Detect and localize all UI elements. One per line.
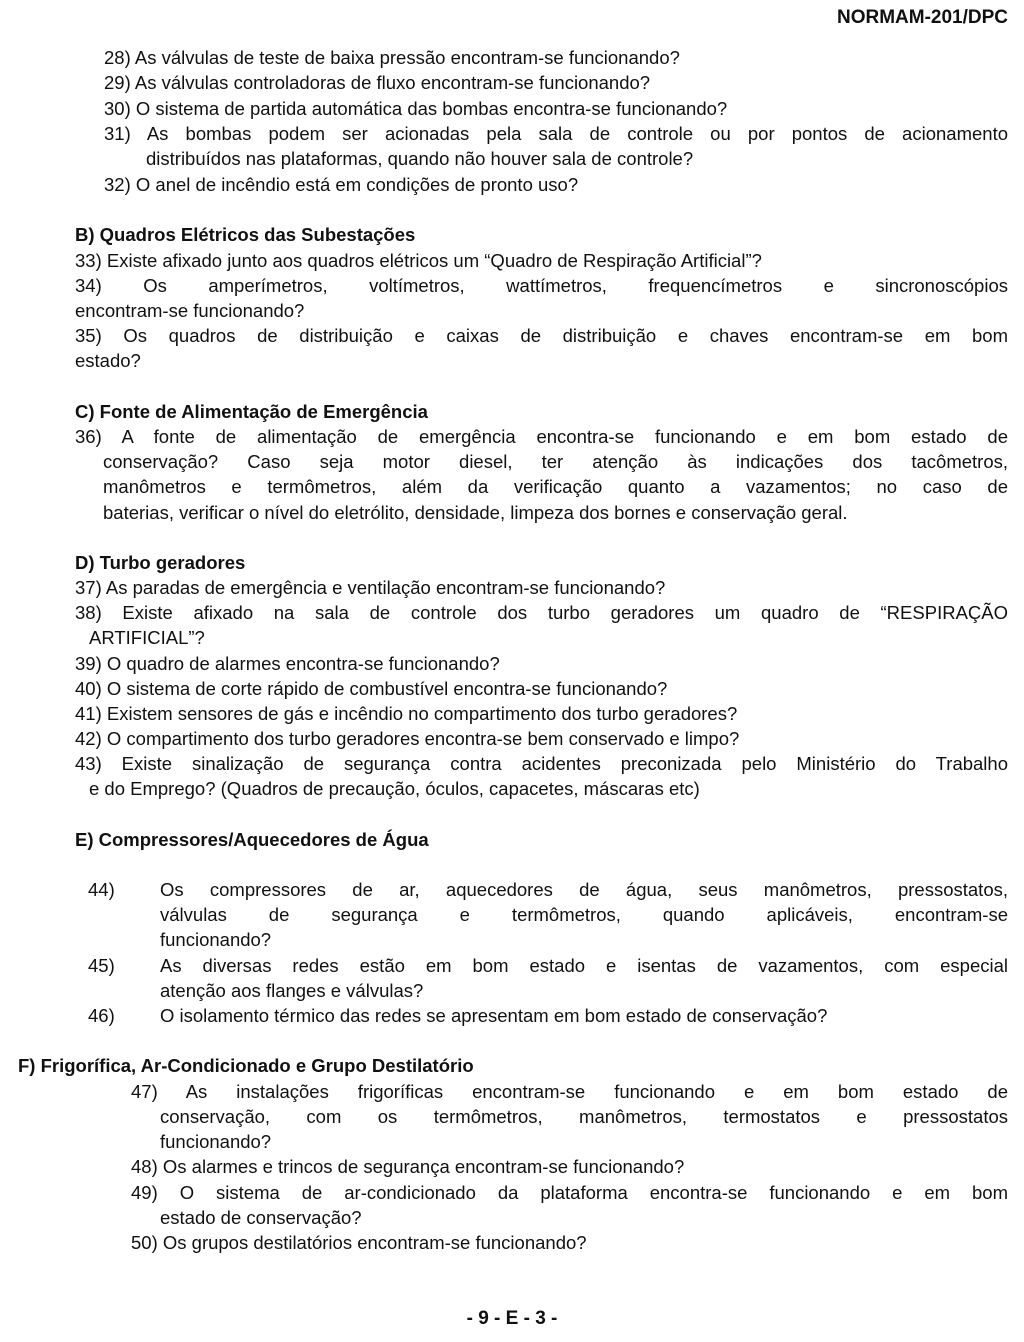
item-45-number: 45) bbox=[88, 955, 115, 976]
item-36-cont-2: manômetros e termômetros, além da verificação quanto a vazamentos; no caso de bbox=[103, 476, 1008, 497]
item-34: 34) Os amperímetros, voltímetros, wattímetros, frequencímetros e sincronoscópios bbox=[75, 275, 1008, 296]
item-50: 50) Os grupos destilatórios encontram-se funcionando? bbox=[131, 1232, 587, 1253]
item-35-cont: estado? bbox=[75, 350, 141, 371]
item-28: 28) As válvulas de teste de baixa pressão encontram-se funcionando? bbox=[104, 47, 680, 68]
item-44: Os compressores de ar, aquecedores de água, seus manômetros, pressostatos, bbox=[160, 879, 1008, 900]
item-29: 29) As válvulas controladoras de fluxo encontram-se funcionando? bbox=[104, 72, 651, 93]
item-45-cont: atenção aos flanges e válvulas? bbox=[160, 980, 424, 1001]
item-34-cont: encontram-se funcionando? bbox=[75, 300, 305, 321]
section-heading-c: C) Fonte de Alimentação de Emergência bbox=[75, 401, 428, 422]
item-32: 32) O anel de incêndio está em condições de pronto uso? bbox=[104, 174, 579, 195]
section-heading-e: E) Compressores/Aquecedores de Água bbox=[75, 829, 429, 850]
item-47-cont-1: conservação, com os termômetros, manômetros, termostatos e pressostatos bbox=[160, 1106, 1008, 1127]
item-47-cont-2: funcionando? bbox=[160, 1131, 272, 1152]
item-45: As diversas redes estão em bom estado e isentas de vazamentos, com especial bbox=[160, 955, 1008, 976]
document-code: NORMAM-201/DPC bbox=[836, 7, 1008, 28]
item-31-cont: distribuídos nas plataformas, quando não houver sala de controle? bbox=[146, 148, 694, 169]
item-49-cont: estado de conservação? bbox=[160, 1207, 362, 1228]
item-38-cont: ARTIFICIAL”? bbox=[89, 627, 205, 648]
item-36-cont-1: conservação? Caso seja motor diesel, ter atenção às indicações dos tacômetros, bbox=[103, 451, 1008, 472]
item-37: 37) As paradas de emergência e ventilação encontram-se funcionando? bbox=[75, 577, 666, 598]
item-36-cont-3: baterias, verificar o nível do eletrólito, densidade, limpeza dos bornes e conservação geral. bbox=[103, 502, 848, 523]
section-heading-d: D) Turbo geradores bbox=[75, 552, 246, 573]
item-43: 43) Existe sinalização de segurança contra acidentes preconizada pelo Ministério do Trabalho bbox=[75, 753, 1008, 774]
item-44-cont-1: válvulas de segurança e termômetros, quando aplicáveis, encontram-se bbox=[160, 904, 1008, 925]
item-42: 42) O compartimento dos turbo geradores encontra-se bem conservado e limpo? bbox=[75, 728, 740, 749]
item-40: 40) O sistema de corte rápido de combustível encontra-se funcionando? bbox=[75, 678, 668, 699]
item-46-number: 46) bbox=[88, 1005, 115, 1026]
item-43-cont: e do Emprego? (Quadros de precaução, óculos, capacetes, máscaras etc) bbox=[89, 778, 700, 799]
item-31: 31) As bombas podem ser acionadas pela sala de controle ou por pontos de acionamento bbox=[104, 123, 1008, 144]
item-48: 48) Os alarmes e trincos de segurança encontram-se funcionando? bbox=[131, 1156, 685, 1177]
item-46: O isolamento térmico das redes se apresentam em bom estado de conservação? bbox=[160, 1005, 828, 1026]
item-49: 49) O sistema de ar-condicionado da plataforma encontra-se funcionando e em bom bbox=[131, 1182, 1008, 1203]
item-33: 33) Existe afixado junto aos quadros elétricos um “Quadro de Respiração Artificial”? bbox=[75, 250, 762, 271]
item-38: 38) Existe afixado na sala de controle dos turbo geradores um quadro de “RESPIRAÇÃO bbox=[75, 602, 1008, 623]
section-heading-b: B) Quadros Elétricos das Subestações bbox=[75, 224, 416, 245]
item-44-number: 44) bbox=[88, 879, 115, 900]
page-number: - 9 - E - 3 - bbox=[466, 1308, 558, 1329]
item-44-cont-2: funcionando? bbox=[160, 929, 272, 950]
item-47: 47) As instalações frigoríficas encontram-se funcionando e em bom estado de bbox=[131, 1081, 1008, 1102]
item-41: 41) Existem sensores de gás e incêndio no compartimento dos turbo geradores? bbox=[75, 703, 738, 724]
item-30: 30) O sistema de partida automática das bombas encontra-se funcionando? bbox=[104, 98, 728, 119]
item-39: 39) O quadro de alarmes encontra-se funcionando? bbox=[75, 653, 500, 674]
item-36: 36) A fonte de alimentação de emergência encontra-se funcionando e em bom estado de bbox=[75, 426, 1008, 447]
item-35: 35) Os quadros de distribuição e caixas de distribuição e chaves encontram-se em bom bbox=[75, 325, 1008, 346]
section-heading-f: F) Frigorífica, Ar-Condicionado e Grupo Destilatório bbox=[18, 1055, 474, 1076]
